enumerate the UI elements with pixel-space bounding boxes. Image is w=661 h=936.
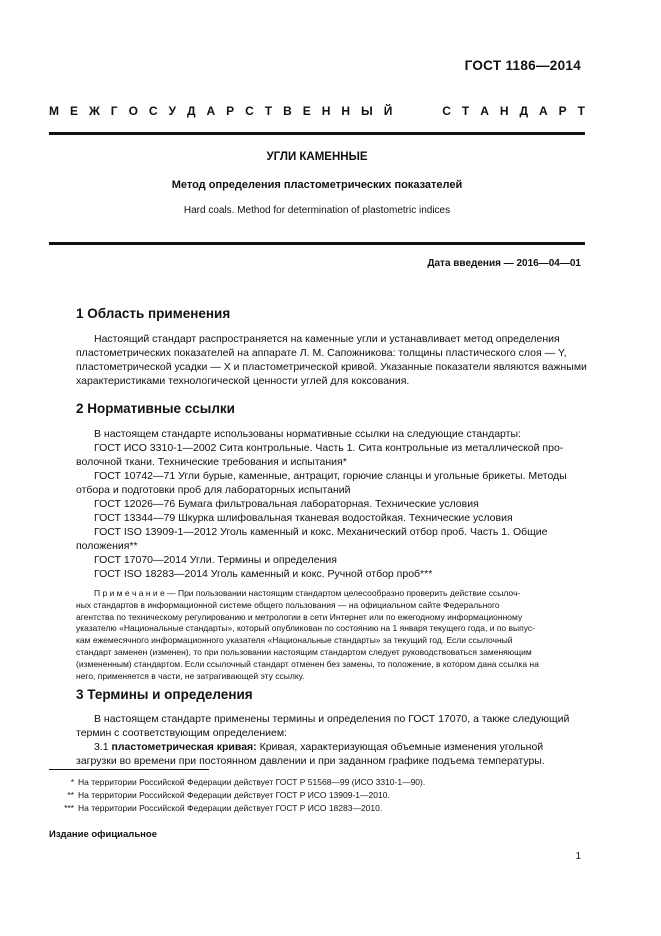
footnote-mark: * — [70, 777, 74, 787]
banner-letter: Т — [577, 104, 585, 118]
note-line: указателю «Национальные стандарты», который опубликован по состоянию на 1 января текущего года, и по выпус- — [76, 623, 535, 634]
banner-letter: Р — [226, 104, 235, 118]
banner-letter: Т — [264, 104, 273, 118]
title-rule — [49, 242, 585, 245]
section-2-line: В настоящем стандарте использованы нормативные ссылки на следующие стандарты: — [94, 428, 521, 440]
note-line: кам ежемесячного информационного указателя «Национальные стандарты» за текущий год. Если ссылочный — [76, 635, 513, 646]
banner-letter: В — [283, 104, 292, 118]
banner-letter: Т — [461, 104, 470, 118]
section-3-heading: 3 Термины и определения — [76, 687, 253, 702]
banner-letter: С — [245, 104, 254, 118]
banner-letter: А — [480, 104, 489, 118]
note-line: стандарт заменен (изменен), то при пользовании настоящим стандартом следует руководствоваться заменяющим — [76, 646, 532, 657]
term-number: 3.1 — [94, 741, 109, 753]
section-1-line: пластометрических показателей на аппарате Л. М. Сапожникова: толщины пластического слоя — Y, — [76, 347, 567, 359]
banner-letter: А — [206, 104, 216, 118]
term-definition-continued: загрузки во времени при постоянном давлении и при заданном графике подъема температуры. — [76, 755, 545, 767]
banner-letter: У — [168, 104, 176, 118]
note-line: агентства по техническому регулированию и метрологии в сети Интернет или по ежегодному информационному — [76, 611, 523, 622]
footnote-mark: ** — [67, 790, 74, 800]
section-3-line: термин с соответствующим определением: — [76, 727, 287, 739]
footnote-text: На территории Российской Федерации действует ГОСТ Р 51568—99 (ИСО 3310-1—90). — [78, 777, 426, 787]
section-2-line: волочной ткани. Технические требования и испытания* — [76, 456, 347, 468]
section-2-line: ГОСТ ISO 13909-1—2012 Уголь каменный и кокс. Механический отбор проб. Часть 1. Общие — [94, 526, 548, 538]
section-2-line: ГОСТ 10742—71 Угли бурые, каменные, антрацит, горючие сланцы и угольные брикеты. Методы — [94, 470, 567, 482]
section-1-line: пластометрической усадки — X и пластометрической кривой. Указанные показатели являются важными — [76, 361, 587, 373]
footnote — [44, 777, 425, 787]
document-title-english: Hard coals. Method for determination of plastometric indices — [183, 205, 451, 216]
banner-letter: О — [128, 104, 138, 118]
section-1-heading: 1 Область применения — [76, 306, 231, 321]
term-definition: Кривая, характеризующая объемные изменения угольной — [259, 741, 544, 753]
document-subtitle: Метод определения пластометрических показателей — [171, 179, 463, 191]
section-2-line: положения** — [76, 540, 138, 552]
section-2-note — [76, 588, 582, 682]
official-edition-label: Издание официальное — [49, 829, 157, 840]
section-2-heading: 2 Нормативные ссылки — [76, 401, 235, 416]
banner-gap — [403, 104, 431, 118]
standard-code: ГОСТ 1186—2014 — [464, 58, 581, 73]
banner-letter: С — [442, 104, 451, 118]
section-2-line: отбора и подготовки проб для лабораторных испытаний — [76, 484, 351, 496]
note-line: (измененным) стандартом. Если ссылочный стандарт отменен без замены, то положение, в котором дана ссылка на — [76, 658, 539, 669]
footnote-mark: *** — [64, 803, 74, 813]
section-1-line: Настоящий стандарт распространяется на каменные угли и устанавливает метод определения — [94, 333, 560, 345]
banner-letter: Г — [110, 104, 118, 118]
section-2-line: ГОСТ ИСО 3310-1—2002 Сита контрольные. Часть 1. Сита контрольные из металлической про- — [94, 442, 564, 454]
banner-letter: Н — [321, 104, 331, 118]
section-2-line: ГОСТ 13344—79 Шкурка шлифовальная тканевая водостойкая. Технические условия — [94, 512, 513, 524]
banner-letter: Ы — [360, 104, 373, 118]
section-1-line: характеристиками технологической ценности углей для коксования. — [76, 375, 410, 387]
note-line: П р и м е ч а н и е — При пользовании настоящим стандартом целесообразно проверить действие ссылоч- — [94, 588, 521, 598]
section-2-line: ГОСТ 17070—2014 Угли. Термины и определения — [94, 554, 337, 566]
footnote — [44, 803, 382, 813]
banner-letter: М — [49, 104, 59, 118]
banner-letter: Е — [69, 104, 78, 118]
footnote-rule — [49, 769, 209, 770]
term-3-1 — [94, 741, 543, 753]
section-2-line: ГОСТ ISO 18283—2014 Уголь каменный и кокс. Ручной отбор проб*** — [94, 568, 433, 580]
footnote-text: На территории Российской Федерации действует ГОСТ Р ИСО 18283—2010. — [78, 803, 383, 813]
top-rule — [49, 132, 585, 135]
note-line: него, применяется в части, не затрагивающей эту ссылку. — [76, 670, 305, 681]
term-name: пластометрическая кривая: — [111, 741, 257, 753]
banner-letter: Е — [302, 104, 311, 118]
banner-letter: Н — [499, 104, 509, 118]
banner-letter: Й — [383, 104, 393, 118]
footnote-text: На территории Российской Федерации действует ГОСТ Р ИСО 13909-1—2010. — [78, 790, 390, 800]
section-3-line: В настоящем стандарте применены термины и определения по ГОСТ 17070, а также следующий — [94, 713, 570, 725]
banner-letter: А — [539, 104, 548, 118]
banner-letter: Д — [186, 104, 196, 118]
banner-letter: Д — [519, 104, 529, 118]
page-number: 1 — [575, 851, 581, 862]
banner-letter: С — [148, 104, 158, 118]
banner-letter: Ж — [88, 104, 100, 118]
banner-letter: Р — [558, 104, 567, 118]
banner-letter: Н — [341, 104, 350, 118]
footnote — [44, 790, 390, 800]
interstate-standard-banner — [49, 104, 585, 118]
note-line: ных стандартов в информационной системе общего пользования — на официальном сайте Федерального — [76, 599, 500, 610]
document-title: УГЛИ КАМЕННЫЕ — [266, 151, 368, 163]
section-2-line: ГОСТ 12026—76 Бумага фильтровальная лабораторная. Технические условия — [94, 498, 479, 510]
introduction-date: Дата введения — 2016—04—01 — [427, 258, 581, 269]
